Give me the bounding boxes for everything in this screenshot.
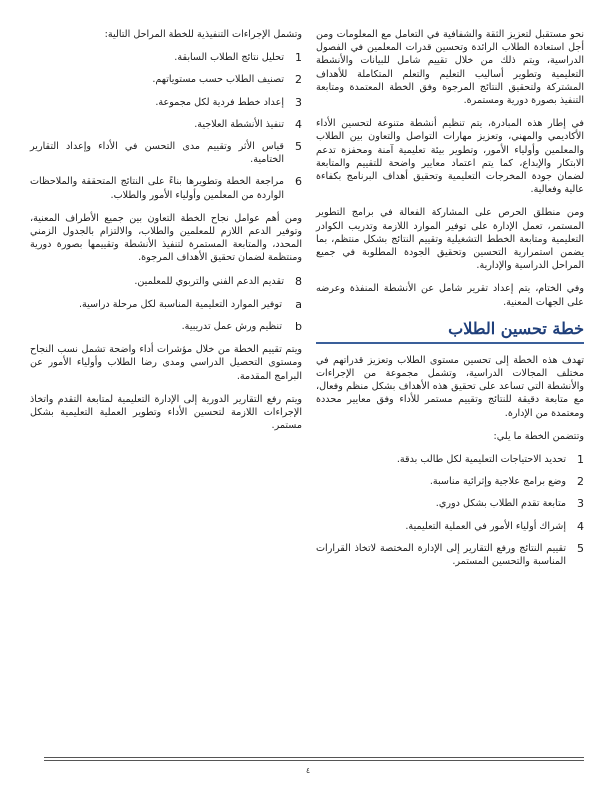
paragraph: ومن منطلق الحرص على المشاركة الفعالة في برامج التطوير المستمر، تعمل الإدارة على توفير الموارد اللازمة وتدريب الكوادر التعليمية ومتابعة الخطط التشغيلية وتقييم النتائج بشكل منتظم، بما يضمن استمرارية التحسين وتحقيق الجودة المطلوبة في جميع المراحل الدراسية والإدارية. (316, 207, 584, 272)
right-column (316, 28, 584, 578)
list-number: 8 (295, 274, 302, 288)
list-item (30, 140, 302, 166)
list-item (316, 497, 584, 510)
numbered-list (316, 453, 584, 568)
list-item (316, 520, 584, 533)
list-text: تصنيف الطلاب حسب مستوياتهم. (152, 74, 284, 86)
list-text: تقديم الدعم الفني والتربوي للمعلمين. (134, 275, 284, 287)
heading-divider (316, 342, 584, 344)
list-text: تحليل نتائج الطلاب السابقة. (174, 52, 284, 64)
sublist-text: تنظيم ورش عمل تدريبية. (181, 321, 282, 333)
list-item (30, 275, 302, 288)
list-intro: وتتضمن الخطة ما يلي: (493, 430, 584, 442)
footer-rule-bottom (44, 760, 584, 761)
list-text: إعداد خطط فردية لكل مجموعة. (155, 96, 284, 108)
paragraph: نحو مستقبل لتعزيز الثقة والشفافية في التعامل مع المعلومات ومن أجل استعادة الطلاب الرائدة وتحسين قدرات المعلمين في الفصول الدراسية، ويتم ذلك من خلال تقييم شامل للبيانات والأنشطة التعليمية وتطوير أساليب التعليم والتعلم المتكاملة للأهداف المشتركة ولتحقيق النتائج المرجوة وفق الخطة المعتمدة ومتابعة التنفيذ بصورة دورية ومستمرة. (316, 29, 584, 107)
paragraph: في إطار هذه المبادرة، يتم تنظيم أنشطة متنوعة لتحسين الأداء الأكاديمي والمهني، وتعزيز مهارات التواصل والتعاون بين الطلاب والمعلمين وأولياء الأمور، وتطوير بيئة تعليمية آمنة ومحفزة تدعم الابتكار والإبداع، كما يتم اعتماد معايير واضحة للتقييم والمتابعة لضمان جودة المخرجات التعليمية وتحقيق أهداف البرنامج بكفاءة عالية وفعالية. (316, 118, 584, 196)
section-heading: خطة تحسين الطلاب (448, 318, 584, 338)
sublist-item (30, 320, 302, 333)
list-number: 1 (577, 453, 584, 467)
list-number: 4 (295, 117, 302, 131)
list-text: مراجعة الخطة وتطويرها بناءً على النتائج المتحققة والملاحظات الواردة من المعلمين وأولياء الأمور والطلاب. (30, 176, 284, 201)
list-item (316, 542, 584, 568)
sublist-letter: a (295, 297, 302, 311)
paragraph: ومن أهم عوامل نجاح الخطة التعاون بين جميع الأطراف المعنية، وتوفير الدعم اللازم للمعلمين والطلاب، والالتزام بالجدول الزمني المحدد، والمتابعة المستمرة لتنفيذ الأنشطة وتقييمها بصورة دورية ومنتظمة لضمان تحقيق الأهداف المرجوة. (30, 212, 302, 264)
list-item (30, 96, 302, 109)
list-item (316, 453, 584, 466)
list-text: قياس الأثر وتقييم مدى التحسن في الأداء وإعداد التقارير الختامية. (30, 141, 284, 166)
list-text: متابعة تقدم الطلاب بشكل دوري. (435, 498, 566, 510)
list-number: 2 (295, 73, 302, 87)
sublist-text: توفير الموارد التعليمية المناسبة لكل مرحلة دراسية. (78, 298, 282, 310)
list-item (30, 51, 302, 64)
numbered-list (30, 51, 302, 202)
list-text: تحديد الاحتياجات التعليمية لكل طالب بدقة. (396, 454, 566, 466)
footer-rule-top (44, 757, 584, 758)
list-number: 3 (577, 497, 584, 511)
paragraph: وفي الختام، يتم إعداد تقرير شامل عن الأنشطة المنفذة وعرضه على الجهات المعنية. (316, 283, 584, 308)
sublist-item (30, 298, 302, 311)
list-text: تقييم النتائج ورفع التقارير إلى الإدارة المختصة لاتخاذ القرارات المناسبة والتحسين المستمر. (316, 542, 566, 568)
lettered-sublist (30, 298, 302, 333)
list-text: تنفيذ الأنشطة العلاجية. (194, 118, 284, 130)
list-item (30, 118, 302, 131)
paragraph: وتشمل الإجراءات التنفيذية للخطة المراحل التالية: (104, 29, 302, 40)
paragraph: ويتم رفع التقارير الدورية إلى الإدارة التعليمية لمتابعة التقدم واتخاذ الإجراءات اللازمة لتحسين الأداء وتطوير العملية التعليمية بشكل مستمر. (30, 393, 302, 432)
list-number: 5 (295, 140, 302, 154)
list-text: إشراك أولياء الأمور في العملية التعليمية. (405, 520, 566, 532)
list-number: 4 (577, 519, 584, 533)
list-text: وضع برامج علاجية وإثرائية مناسبة. (429, 476, 566, 488)
page-number: ٤ (305, 766, 311, 775)
numbered-list (30, 275, 302, 288)
sublist-letter: b (295, 320, 302, 334)
paragraph: تهدف هذه الخطة إلى تحسين مستوى الطلاب وتعزيز قدراتهم في مختلف المجالات الدراسية، وتشمل مجموعة من الإجراءات والأنشطة التي تساعد على تحقيق هذه الأهداف بشكل منظم وفعال، مع متابعة دقيقة للنتائج وتقييم مستمر للأداء وفق معايير محددة ومعتمدة من الإدارة. (316, 354, 584, 419)
list-number: 6 (295, 175, 302, 189)
list-number: 1 (295, 51, 302, 65)
list-number: 2 (577, 475, 584, 489)
paragraph: ويتم تقييم الخطة من خلال مؤشرات أداء واضحة تشمل نسب النجاح ومستوى التحصيل الدراسي ومدى رضا الطلاب وأولياء الأمور عن البرامج المقدمة. (30, 344, 302, 382)
list-number: 5 (577, 541, 584, 555)
list-item (30, 175, 302, 201)
left-column (30, 28, 302, 442)
list-item (30, 73, 302, 86)
list-item (316, 475, 584, 488)
list-number: 3 (295, 95, 302, 109)
